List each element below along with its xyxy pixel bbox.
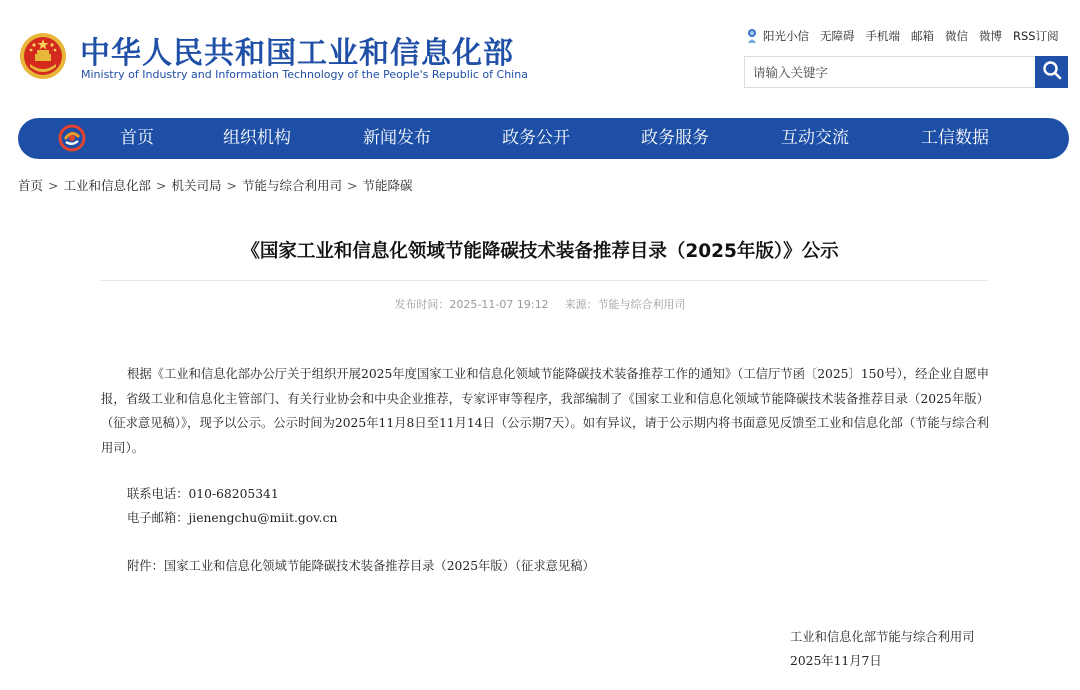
article-title: 《国家工业和信息化领域节能降碳技术装备推荐目录（2025年版）》公示 (241, 241, 839, 262)
top-links (745, 26, 1059, 46)
nav-item-government-affairs[interactable]: 政务公开 (502, 128, 570, 148)
top-link-weibo[interactable]: 微博 (979, 29, 1002, 43)
breadcrumb-energy-saving-department[interactable]: 节能与综合利用司 (242, 178, 343, 193)
signoff-organization: 工业和信息化部节能与综合利用司 (790, 630, 975, 644)
signoff-date: 2025年11月7日 (790, 654, 882, 668)
top-link-mail[interactable]: 邮箱 (911, 29, 934, 43)
nav-item-interaction[interactable]: 互动交流 (781, 128, 849, 148)
contact-email: 电子邮箱：jienengchu@miit.gov.cn (127, 511, 338, 525)
article-meta (0, 296, 1080, 312)
search-input[interactable] (745, 57, 1035, 87)
search-box (744, 56, 1068, 88)
national-emblem-icon[interactable] (18, 30, 68, 82)
sunshine-mascot-icon (745, 28, 759, 44)
nav-item-organization[interactable]: 组织机构 (223, 128, 291, 148)
breadcrumb-separator: > (156, 178, 167, 193)
nav-item-government-services[interactable]: 政务服务 (641, 128, 709, 148)
breadcrumb-separator: > (226, 178, 237, 193)
top-link-label: 阳光小信 (763, 28, 809, 43)
nav-item-home[interactable]: 首页 (120, 128, 154, 148)
breadcrumb-separator: > (48, 178, 59, 193)
breadcrumb (18, 176, 413, 194)
breadcrumb-ministry[interactable]: 工业和信息化部 (63, 178, 152, 193)
nav-item-news[interactable]: 新闻发布 (363, 128, 431, 148)
article-body: 根据《工业和信息化部办公厅关于组织开展2025年度国家工业和信息化领域节能降碳技术装备推荐工作的通知》（工信厅节函〔2025〕150号），经企业自愿申报，省级工业和信息化主管部门、有关行业协会和中央企业推荐，专家评审等程序，我部编制了《国家工业和信息化领域节能降碳技术装备推荐目录（2025年版）（征求意见稿）》，现予以公示。公示时间为2025年11月8日至11月14日（公示期7天）。如有异议，请于公示期内将书面意见反馈至工业和信息化部（节能与综合利用司）。 (101, 367, 989, 455)
search-button[interactable] (1035, 56, 1068, 88)
search-icon (1042, 60, 1062, 84)
top-link-wechat[interactable]: 微信 (945, 29, 968, 43)
breadcrumb-home[interactable]: 首页 (18, 178, 44, 193)
top-link-rss[interactable]: RSS订阅 (1013, 29, 1059, 43)
article-source: 来源：节能与综合利用司 (564, 298, 686, 311)
nav-item-data[interactable]: 工信数据 (921, 128, 989, 148)
main-nav (18, 118, 1069, 159)
miit-logo-icon[interactable] (58, 124, 86, 152)
breadcrumb-separator: > (347, 178, 358, 193)
publish-time: 发布时间：2025-11-07 19:12 (394, 298, 549, 311)
site-header (0, 0, 1080, 110)
site-subtitle: Ministry of Industry and Information Technology of the People's Republic of China (81, 68, 528, 81)
contact-phone: 联系电话：010-68205341 (127, 487, 279, 501)
title-divider (100, 280, 988, 281)
site-title[interactable]: 中华人民共和国工业和信息化部 (80, 36, 514, 71)
breadcrumb-departments[interactable]: 机关司局 (171, 178, 222, 193)
breadcrumb-current[interactable]: 节能降碳 (362, 178, 413, 193)
top-link-accessibility[interactable]: 无障碍 (820, 29, 855, 43)
top-link-mobile[interactable]: 手机端 (865, 29, 900, 43)
top-link-sunshine[interactable] (745, 28, 809, 45)
attachment-link[interactable]: 附件：国家工业和信息化领域节能降碳技术装备推荐目录（2025年版）（征求意见稿） (127, 559, 595, 573)
